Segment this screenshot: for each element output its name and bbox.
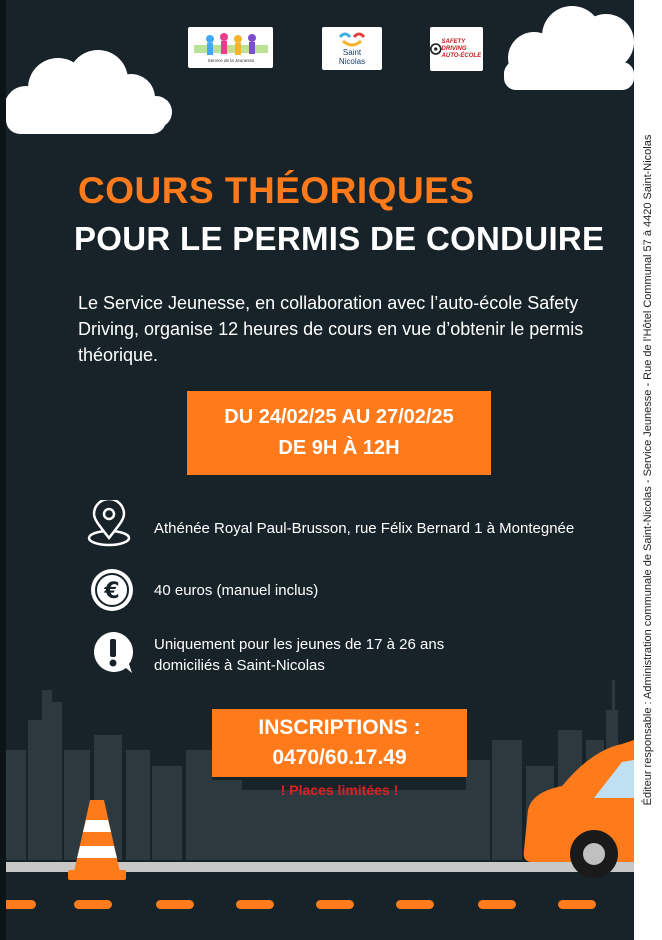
time-range: DE 9H À 12H [278, 437, 400, 459]
title-line-2: POUR LE PERMIS DE CONDUIRE [74, 220, 605, 257]
saint-nicolas-logo [322, 27, 382, 70]
date-range: DU 24/02/25 AU 27/02/25 [224, 406, 454, 428]
traffic-cone-icon [66, 798, 128, 882]
safety-driving-logo [430, 27, 483, 71]
limited-places-text: ! Places limitées ! [280, 782, 399, 798]
exclamation-bubble-icon [90, 630, 136, 676]
date-box [187, 391, 491, 475]
euro-icon [90, 568, 134, 612]
people-icon [192, 31, 270, 65]
svg-text:Service de la Jeunesse: Service de la Jeunesse [207, 57, 254, 63]
location-text: Athénée Royal Paul-Brusson, rue Félix Bernard 1 à Montegnée [154, 520, 575, 537]
cloud-right [494, 6, 634, 106]
orange-car-icon [522, 740, 634, 882]
publisher-text: Éditeur responsable : Administration communale de Saint-Nicolas - Service Jeunesse - Rue de l’Hôtel Communal 57 à 4420 Saint-Nicolas [642, 134, 654, 806]
cloud-left [6, 40, 206, 140]
inscriptions-label: INSCRIPTIONS : [258, 716, 421, 739]
condition-line-1: Uniquement pour les jeunes de 17 à 26 ans [154, 636, 445, 653]
saint-nicolas-text: Saint Nicolas [338, 47, 366, 66]
heart-icon [337, 32, 367, 48]
service-jeunesse-logo [188, 27, 273, 68]
condition-line-2: domiciliés à Saint-Nicolas [154, 657, 325, 674]
location-pin-icon [86, 500, 132, 548]
price-text: 40 euros (manuel inclus) [154, 582, 319, 599]
steering-wheel-icon [430, 42, 442, 56]
phone-number[interactable]: 0470/60.17.49 [272, 746, 407, 769]
intro-text: Le Service Jeunesse, en collaboration avec l’auto-école Safety Driving, organise 12 heures de cours en vue d’obtenir le permis théorique. [78, 293, 584, 365]
svg-text:€: € [104, 579, 120, 604]
condition-text [154, 634, 444, 676]
poster [6, 0, 634, 940]
inscriptions-box [212, 709, 467, 777]
road-dashes [6, 898, 634, 912]
title-line-1: COURS THÉORIQUES [78, 170, 475, 211]
safety-driving-text: SAFETY DRIVING AUTO-ÉCOLE [441, 38, 482, 59]
